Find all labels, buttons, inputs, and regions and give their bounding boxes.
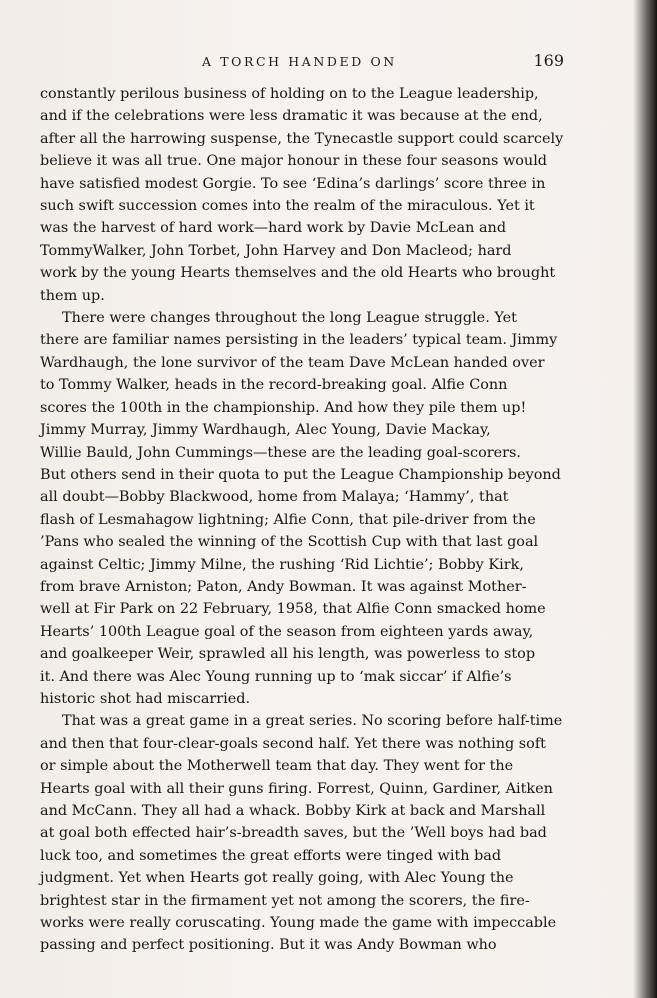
text-line: was the harvest of hard work—hard work by Davie McLean and bbox=[40, 220, 507, 237]
text-line: and then that four-clear-goals second half. Yet there was nothing soft bbox=[40, 735, 546, 752]
paragraph-first-line: There were changes throughout the long League struggle. Yet bbox=[62, 310, 517, 327]
text-line: it. And there was Alec Young running up to ‘mak siccar’ if Alfie’s bbox=[40, 668, 512, 685]
text-line: at goal both effected hair’s-breadth saves, but the ’Well boys had bad bbox=[40, 825, 547, 842]
text-line: all doubt—Bobby Blackwood, home from Malaya; ‘Hammy’, that bbox=[40, 489, 509, 506]
text-line: well at Fir Park on 22 February, 1958, that Alfie Conn smacked home bbox=[40, 601, 546, 618]
text-line: brightest star in the firmament yet not among the scorers, the fire- bbox=[40, 892, 530, 909]
text-line: works were really coruscating. Young made the game with impeccable bbox=[40, 915, 557, 932]
text-line: work by the young Hearts themselves and the old Hearts who brought bbox=[40, 265, 556, 282]
text-line: Hearts goal with all their guns firing. Forrest, Quinn, Gardiner, Aitken bbox=[40, 780, 553, 797]
page-edge-shadow bbox=[633, 0, 657, 998]
text-line: and goalkeeper Weir, sprawled all his length, was powerless to stop bbox=[40, 646, 536, 663]
running-head: A TORCH HANDED ON bbox=[202, 54, 397, 69]
text-line: historic shot had miscarried. bbox=[40, 690, 251, 707]
text-line: Wardhaugh, the lone survivor of the team Dave McLean handed over bbox=[40, 354, 545, 371]
text-line: flash of Lesmahagow lightning; Alfie Conn, that pile-driver from the bbox=[40, 511, 536, 528]
text-line: there are familiar names persisting in the leaders’ typical team. Jimmy bbox=[40, 332, 558, 349]
text-line: constantly perilous business of holding on to the League leadership, bbox=[40, 86, 539, 102]
text-line: believe it was all true. One major honour in these four seasons would bbox=[40, 153, 548, 170]
body-text bbox=[40, 83, 564, 957]
text-line: them up. bbox=[40, 287, 105, 304]
text-line: But others send in their quota to put the League Championship beyond bbox=[40, 466, 561, 483]
text-line: against Celtic; Jimmy Milne, the rushing ‘Rid Lichtie’; Bobby Kirk, bbox=[40, 556, 524, 573]
text-line: and McCann. They all had a whack. Bobby Kirk at back and Marshall bbox=[40, 803, 546, 819]
text-line: such swift succession comes into the realm of the miraculous. Yet it bbox=[40, 198, 535, 215]
text-line: from brave Arniston; Paton, Andy Bowman. It was against Mother- bbox=[40, 578, 527, 595]
text-line: TommyWalker, John Torbet, John Harvey and Don Macleod; hard bbox=[40, 242, 512, 259]
text-line: passing and perfect positioning. But it was Andy Bowman who bbox=[40, 937, 497, 954]
text-line: Hearts’ 100th League goal of the season from eighteen yards away, bbox=[40, 623, 534, 640]
text-line: Willie Bauld, John Cummings—these are the leading goal-scorers. bbox=[40, 444, 521, 461]
text-line: have satisfied modest Gorgie. To see ‘Edina’s darlings’ score three in bbox=[40, 175, 546, 192]
text-line: and if the celebrations were less dramatic it was because at the end, bbox=[40, 108, 543, 125]
text-line: or simple about the Motherwell team that day. They went for the bbox=[40, 758, 514, 775]
paragraph-first-line: That was a great game in a great series. No scoring before half-time bbox=[62, 713, 563, 730]
text-line: luck too, and sometimes the great efforts were tinged with bad bbox=[40, 847, 502, 864]
text-line: Jimmy Murray, Jimmy Wardhaugh, Alec Young, Davie Mackay, bbox=[40, 422, 491, 439]
page-header bbox=[82, 52, 582, 74]
text-line: scores the 100th in the championship. And how they pile them up! bbox=[40, 399, 527, 416]
text-line: ’Pans who sealed the winning of the Scottish Cup with that last goal bbox=[40, 534, 539, 551]
text-line: after all the harrowing suspense, the Tynecastle support could scarcely bbox=[40, 130, 564, 147]
text-line: judgment. Yet when Hearts got really going, with Alec Young the bbox=[40, 870, 514, 887]
page-number: 169 bbox=[533, 51, 564, 70]
text-line: to Tommy Walker, heads in the record-breaking goal. Alfie Conn bbox=[40, 377, 508, 394]
